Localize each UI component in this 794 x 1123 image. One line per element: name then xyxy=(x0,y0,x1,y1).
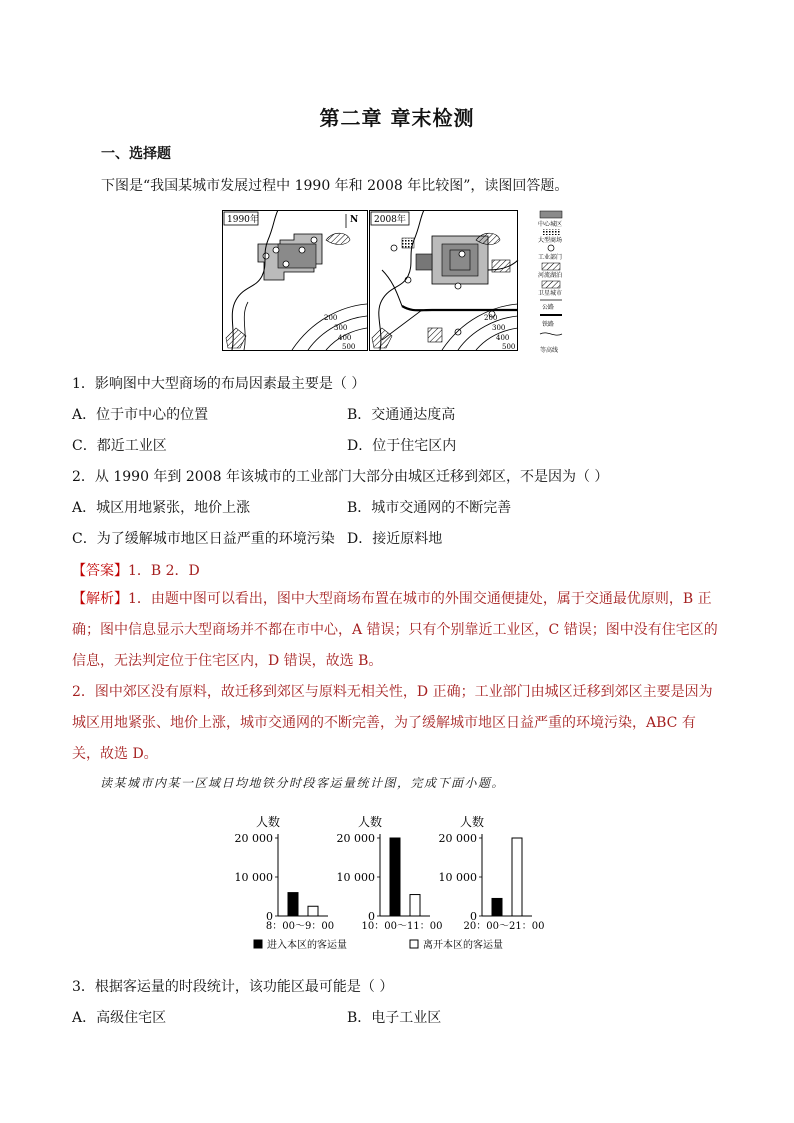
analysis-tag: 【解析】 xyxy=(72,591,128,607)
y-axis-label: 人数 xyxy=(358,815,383,829)
north-arrow-icon: N xyxy=(350,215,359,225)
contour-label-300a: 300 xyxy=(334,324,348,332)
q1-option-c: C．都近工业区 xyxy=(72,438,167,454)
bar xyxy=(492,898,502,916)
contour-label-500a: 500 xyxy=(342,343,356,351)
y-tick-label: 10 000 xyxy=(438,871,477,884)
q3-option-b: B．电子工业区 xyxy=(347,1010,442,1026)
q2-option-a: A．城区用地紧张，地价上涨 xyxy=(72,500,251,516)
legend-label: 进入本区的客运量 xyxy=(267,940,347,951)
legend-label: 工业部门 xyxy=(538,254,563,261)
analysis-paragraph-2: 2．图中郊区没有原料，故迁移到郊区与原料无相关性，D 正确；工业部门由城区迁移到郊区主要是因为城区用地紧张、地价上涨，城市交通网的不断完善，为了缓解城市地区日益严重的环境污染，ABC 有关，故选 D。 xyxy=(72,684,713,762)
legend-label: 中心城区 xyxy=(538,221,563,228)
contour-label-200b: 200 xyxy=(484,314,498,322)
legend-swatch xyxy=(254,940,262,948)
q3-option-a: A．高级住宅区 xyxy=(72,1010,167,1026)
analysis-paragraph-1 xyxy=(72,584,722,677)
contour-label-400a: 400 xyxy=(338,334,352,342)
legend-label: 等高线 xyxy=(540,347,559,354)
legend-label: 铁路 xyxy=(542,321,555,328)
answer-line xyxy=(72,560,200,580)
map-legend xyxy=(538,211,562,354)
map-intro: 下图是“我国某城市发展过程中 1990 年和 2008 年比较图”，读图回答题。 xyxy=(101,178,569,194)
y-tick-label: 20 000 xyxy=(336,832,375,845)
bar xyxy=(390,838,400,916)
legend-label: 河流湖泊 xyxy=(538,272,563,279)
y-axis-label: 人数 xyxy=(460,815,485,829)
legend-label: 卫星城市 xyxy=(538,290,563,297)
legend-label: 公路 xyxy=(542,304,555,311)
section-heading: 一、选择题 xyxy=(101,146,171,162)
legend-label: 大型商场 xyxy=(538,237,563,244)
answer-text: 1．B 2．D xyxy=(128,563,200,579)
chart-intro: 读某城市内某一区域日均地铁分时段客运量统计图，完成下面小题。 xyxy=(100,776,506,790)
contour-label-200a: 200 xyxy=(324,314,338,322)
question-2-stem: 2．从 1990 年到 2008 年该城市的工业部门大部分由城区迁移到郊区，不是因为（ ） xyxy=(72,469,609,485)
x-tick-label: 8：00～9：00 xyxy=(265,921,335,932)
analysis-text-1: 1．由题中图可以看出，图中大型商场布置在城市的外围交通便捷处，属于交通最优原则，B 正确；图中信息显示大型商场并不都在市中心，A 错误；只有个别靠近工业区，C 错误；图中没有住宅区的信息，无法判定位于住宅区内，D 错误，故选 B。 xyxy=(72,591,718,669)
y-tick-label: 0 xyxy=(266,910,273,923)
legend-label: 离开本区的客运量 xyxy=(423,940,503,951)
y-tick-label: 0 xyxy=(368,910,375,923)
page-title: 第二章 章末检测 xyxy=(319,106,475,130)
answer-tag: 【答案】 xyxy=(72,563,128,579)
x-tick-label: 10：00～11：00 xyxy=(361,921,443,932)
bar xyxy=(410,895,420,916)
q1-option-d: D．位于住宅区内 xyxy=(347,438,457,454)
x-tick-label: 20：00～21：00 xyxy=(463,921,545,932)
legend-swatch xyxy=(410,940,418,948)
y-axis-label: 人数 xyxy=(256,815,281,829)
question-1-stem: 1．影响图中大型商场的布局因素最主要是（ ） xyxy=(72,376,366,392)
q1-option-a: A．位于市中心的位置 xyxy=(72,407,209,423)
question-3-stem: 3．根据客运量的时段统计，该功能区最可能是（ ） xyxy=(72,979,394,995)
q2-option-d: D．接近原料地 xyxy=(347,531,443,547)
contour-label-400b: 400 xyxy=(496,334,510,342)
map-label-1990: 1990年 xyxy=(227,215,259,225)
q1-option-b: B．交通通达度高 xyxy=(347,407,456,423)
passenger-volume-chart xyxy=(220,806,580,956)
contour-label-500b: 500 xyxy=(502,343,516,351)
y-tick-label: 10 000 xyxy=(234,871,273,884)
y-tick-label: 20 000 xyxy=(438,832,477,845)
q2-option-c: C．为了缓解城市地区日益严重的环境污染 xyxy=(72,531,335,547)
q2-option-b: B．城市交通网的不断完善 xyxy=(347,500,512,516)
bar xyxy=(308,906,318,916)
bar xyxy=(512,838,522,916)
y-tick-label: 0 xyxy=(470,910,477,923)
city-comparison-map xyxy=(222,210,572,356)
y-tick-label: 20 000 xyxy=(234,832,273,845)
y-tick-label: 10 000 xyxy=(336,871,375,884)
bar xyxy=(288,893,298,916)
contour-label-300b: 300 xyxy=(492,324,506,332)
map-label-2008: 2008年 xyxy=(374,215,406,225)
